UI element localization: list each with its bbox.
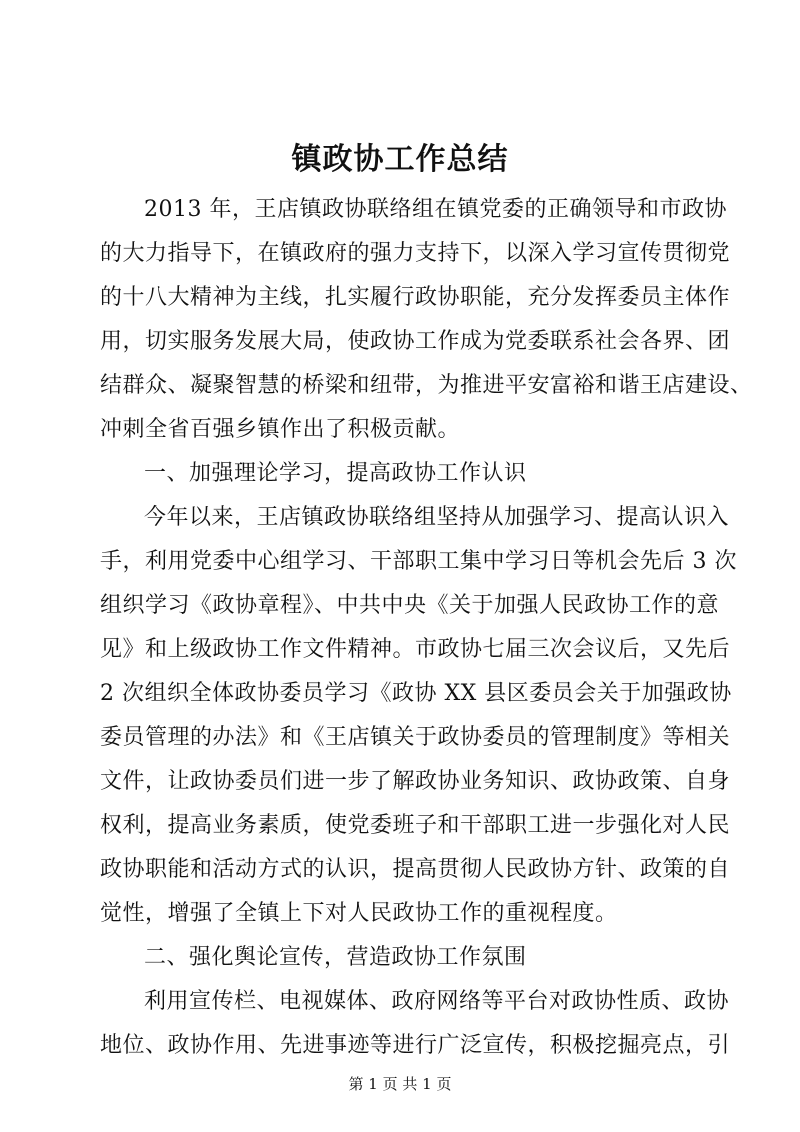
paragraph-line: 2013 年，王店镇政协联络组在镇党委的正确领导和市政协 bbox=[144, 197, 727, 222]
document-title: 镇政协工作总结 bbox=[291, 142, 509, 177]
paragraph-line: 结群众、凝聚智慧的桥梁和纽带，为推进平安富裕和谐王店建设、 bbox=[100, 373, 753, 398]
paragraph-line: 权利，提高业务素质，使党委班子和干部职工进一步强化对人民 bbox=[100, 813, 731, 838]
paragraph-line: 组织学习《政协章程》、中共中央《关于加强人民政协工作的意 bbox=[100, 593, 720, 618]
paragraph-line: 2 次组织全体政协委员学习《政协 XX 县区委员会关于加强政协 bbox=[100, 681, 732, 706]
document-body bbox=[100, 188, 753, 1068]
paragraph-line: 今年以来，王店镇政协联络组坚持从加强学习、提高认识入 bbox=[144, 505, 730, 530]
paragraph-line: 地位、政协作用、先进事迹等进行广泛宣传，积极挖掘亮点，引 bbox=[100, 1033, 731, 1058]
paragraph-line: 文件，让政协委员们进一步了解政协业务知识、政协政策、自身 bbox=[100, 769, 731, 794]
paragraph-line: 的大力指导下，在镇政府的强力支持下，以深入学习宣传贯彻党 bbox=[100, 241, 731, 266]
paragraph-line: 政协职能和活动方式的认识，提高贯彻人民政协方针、政策的自 bbox=[100, 857, 731, 882]
paragraph-line: 用，切实服务发展大局，使政协工作成为党委联系社会各界、团 bbox=[100, 329, 731, 354]
page-footer: 第 1 页 共 1 页 bbox=[348, 1075, 452, 1093]
paragraph-line: 见》和上级政协工作文件精神。市政协七届三次会议后，又先后 bbox=[100, 637, 731, 662]
section-heading-2: 二、强化舆论宣传，营造政协工作氛围 bbox=[144, 945, 527, 970]
paragraph-line: 利用宣传栏、电视媒体、政府网络等平台对政协性质、政协 bbox=[144, 989, 730, 1014]
paragraph-line: 冲刺全省百强乡镇作出了积极贡献。 bbox=[100, 417, 461, 442]
paragraph-line: 觉性，增强了全镇上下对人民政协工作的重视程度。 bbox=[100, 901, 618, 926]
section-heading-1: 一、加强理论学习，提高政协工作认识 bbox=[144, 461, 527, 486]
paragraph-line: 的十八大精神为主线，扎实履行政协职能，充分发挥委员主体作 bbox=[100, 285, 731, 310]
paragraph-line: 委员管理的办法》和《王店镇关于政协委员的管理制度》等相关 bbox=[100, 725, 731, 750]
paragraph-line: 手，利用党委中心组学习、干部职工集中学习日等机会先后 3 次 bbox=[100, 549, 737, 574]
